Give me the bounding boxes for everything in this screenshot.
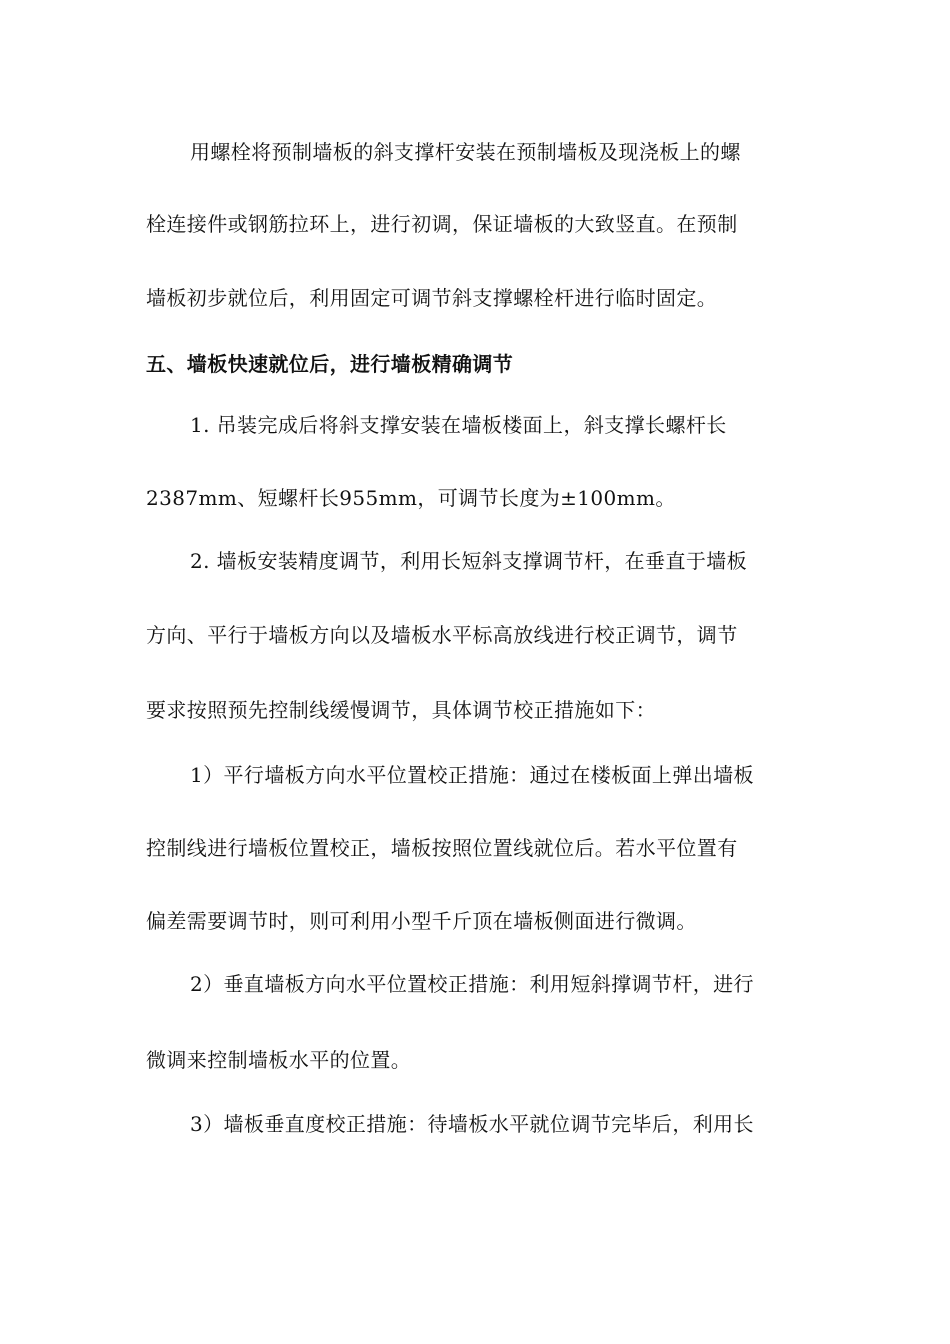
subitem-2-line-1: 2）垂直墙板方向水平位置校正措施：利用短斜撑调节杆，进行 xyxy=(190,972,754,996)
list-item-1-line-1: 1. 吊装完成后将斜支撑安装在墙板楼面上，斜支撑长螺杆长 xyxy=(190,413,727,437)
subitem-3-line-1: 3）墙板垂直度校正措施：待墙板水平就位调节完毕后，利用长 xyxy=(190,1112,754,1136)
list-item-1-line-2: 2387mm、短螺杆长955mm，可调节长度为±100mm。 xyxy=(146,486,676,510)
paragraph-line-1: 用螺栓将预制墙板的斜支撑杆安装在预制墙板及现浇板上的螺 xyxy=(190,140,741,164)
subitem-1-line-2: 控制线进行墙板位置校正，墙板按照位置线就位后。若水平位置有 xyxy=(146,836,738,860)
subitem-1-line-1: 1）平行墙板方向水平位置校正措施：通过在楼板面上弹出墙板 xyxy=(190,763,754,787)
paragraph-line-2: 栓连接件或钢筋拉环上，进行初调，保证墙板的大致竖直。在预制 xyxy=(146,212,738,236)
section-heading-5: 五、墙板快速就位后，进行墙板精确调节 xyxy=(146,352,514,376)
list-item-2-line-3: 要求按照预先控制线缓慢调节，具体调节校正措施如下： xyxy=(146,698,656,722)
paragraph-line-3: 墙板初步就位后，利用固定可调节斜支撑螺栓杆进行临时固定。 xyxy=(146,286,718,310)
list-item-2-line-1: 2. 墙板安装精度调节，利用长短斜支撑调节杆，在垂直于墙板 xyxy=(190,549,748,573)
list-item-2-line-2: 方向、平行于墙板方向以及墙板水平标高放线进行校正调节，调节 xyxy=(146,623,738,647)
subitem-1-line-3: 偏差需要调节时，则可利用小型千斤顶在墙板侧面进行微调。 xyxy=(146,909,697,933)
subitem-2-line-2: 微调来控制墙板水平的位置。 xyxy=(146,1048,412,1072)
